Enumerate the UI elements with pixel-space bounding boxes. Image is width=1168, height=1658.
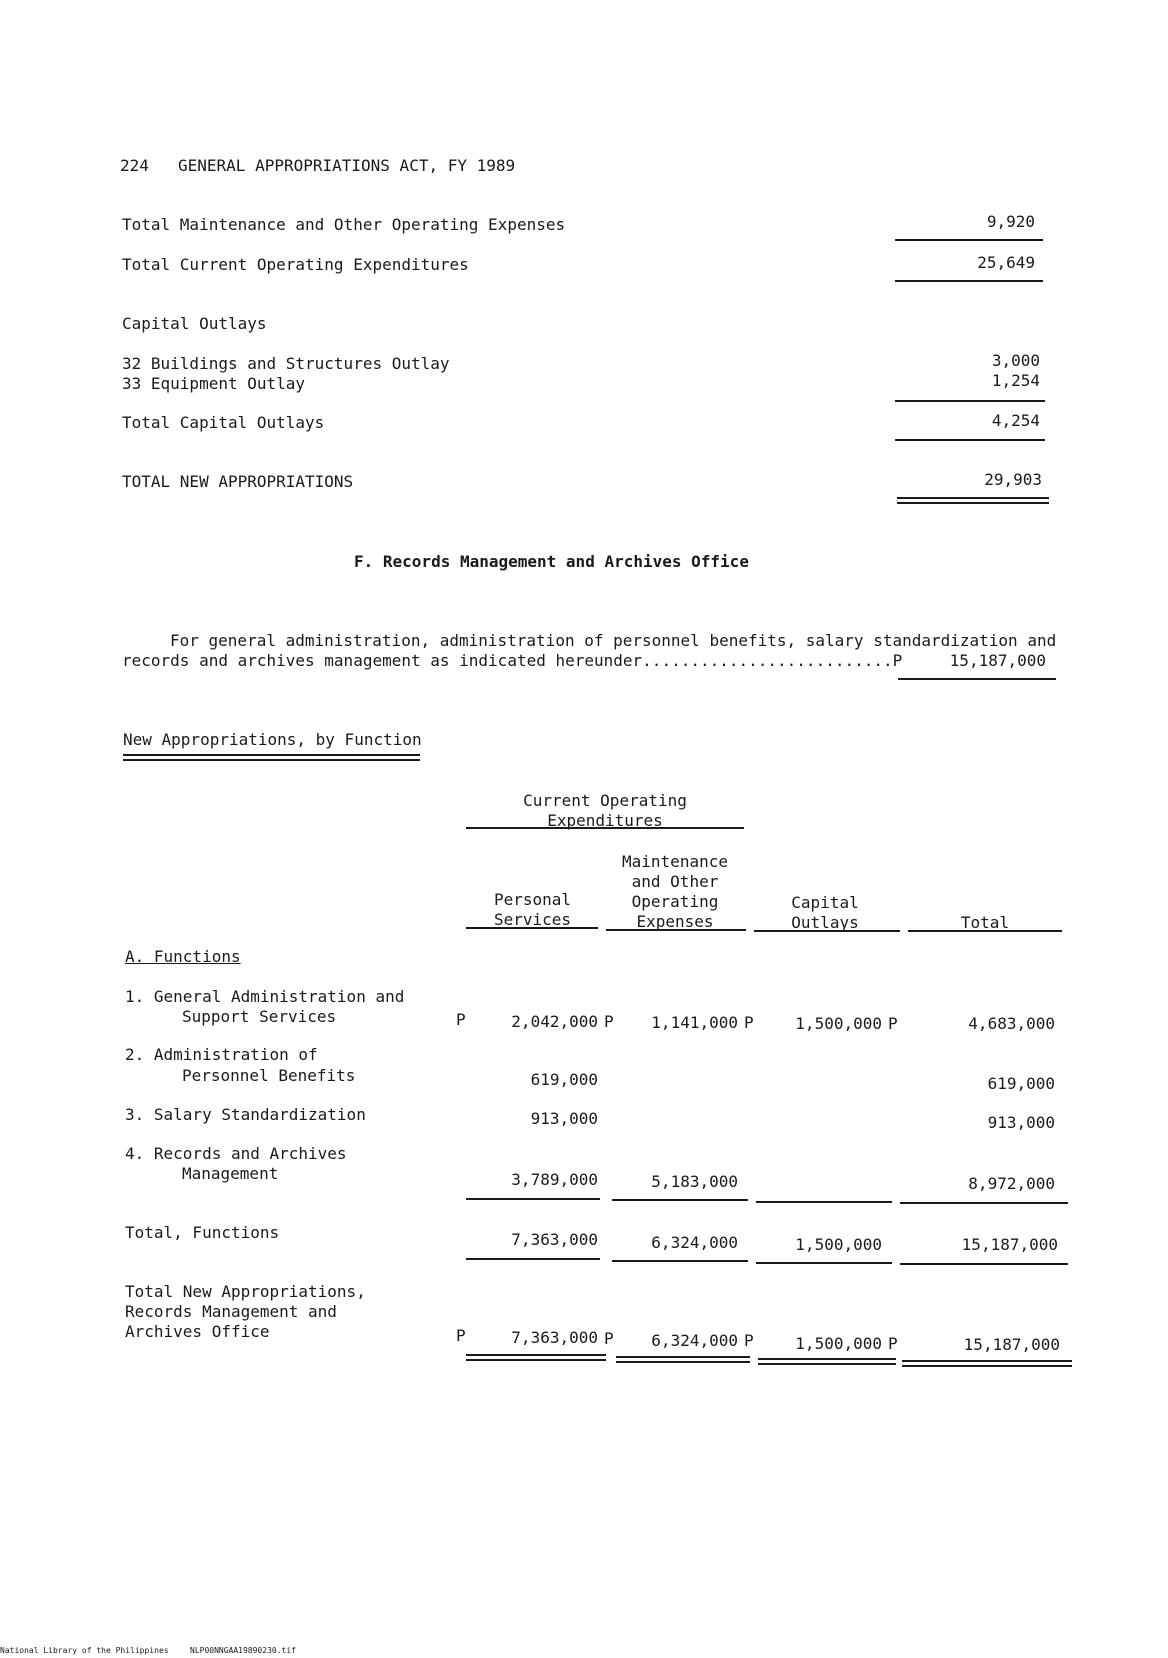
total-capital-label: Total Capital Outlays	[122, 413, 325, 432]
section-paragraph-line2: records and archives management as indicated hereunder..........................P	[122, 651, 903, 670]
double-divider	[466, 1354, 606, 1361]
row-label-line1: 2. Administration of	[125, 1045, 318, 1064]
footer-library: National Library of the Philippines	[0, 1646, 169, 1655]
divider	[900, 1263, 1068, 1265]
currency-symbol: P	[456, 1326, 466, 1345]
row-ps: 2,042,000	[511, 1012, 598, 1031]
currency-symbol: P	[604, 1329, 614, 1348]
grand-total-label-line2: Records Management and	[125, 1302, 337, 1321]
divider	[612, 1199, 748, 1201]
divider	[898, 678, 1056, 680]
currency-symbol: P	[888, 1334, 898, 1353]
col-header-mooe-line4: Expenses	[636, 912, 714, 931]
double-divider	[902, 1360, 1072, 1367]
divider	[908, 930, 1062, 932]
divider	[756, 1201, 892, 1203]
group-header-line2: Expenditures	[547, 811, 663, 830]
total-coe-value: 25,649	[977, 253, 1035, 272]
double-divider	[123, 754, 420, 761]
divider	[895, 239, 1043, 241]
total-mooe-label: Total Maintenance and Other Operating Expenses	[122, 215, 566, 234]
total-mooe-value: 9,920	[986, 212, 1035, 231]
row-total: 8,972,000	[968, 1174, 1055, 1193]
double-divider	[897, 497, 1049, 504]
row-label-line2: Personnel Benefits	[182, 1066, 356, 1085]
row-label-line1: 3. Salary Standardization	[125, 1105, 366, 1124]
total-capital-value: 4,254	[991, 411, 1040, 430]
row-label-line1: 1. General Administration and	[125, 987, 405, 1006]
section-amount: 15,187,000	[949, 651, 1046, 670]
total-new-appropriations-value: 29,903	[984, 470, 1042, 489]
divider	[754, 930, 900, 932]
col-header-ps-line1: Personal	[493, 890, 572, 909]
col-header-mooe-line1: Maintenance	[622, 852, 728, 871]
functions-heading: A. Functions	[125, 947, 241, 966]
grand-total-mooe: 6,324,000	[651, 1331, 738, 1350]
currency-symbol: P	[744, 1331, 754, 1350]
col-header-mooe-line3: Operating	[631, 892, 719, 911]
new-appropriations-heading: New Appropriations, by Function	[123, 730, 422, 749]
row-total: 4,683,000	[968, 1014, 1055, 1033]
col-header-co-line1: Capital	[791, 893, 859, 912]
grand-total-label-line3: Archives Office	[125, 1322, 270, 1341]
page-header-title: GENERAL APPROPRIATIONS ACT, FY 1989	[178, 156, 516, 175]
row-label-line2: Management	[182, 1164, 279, 1183]
row-co: 1,500,000	[795, 1014, 882, 1033]
grand-total-total: 15,187,000	[963, 1335, 1060, 1354]
section-paragraph-line1: For general administration, administration of personnel benefits, salary standardization and	[170, 631, 1057, 650]
section-title: F. Records Management and Archives Office	[354, 552, 749, 571]
grand-total-co: 1,500,000	[795, 1334, 882, 1353]
divider	[466, 1198, 600, 1200]
row-label-line1: 4. Records and Archives	[125, 1144, 347, 1163]
divider	[895, 280, 1043, 282]
col-header-ps-line2: Services	[493, 910, 572, 929]
col-header-mooe-line2: and Other	[631, 872, 719, 891]
footer-file: NLP00NNGAA19890230.tif	[190, 1646, 296, 1655]
currency-symbol: P	[744, 1013, 754, 1032]
row-ps: 3,789,000	[511, 1170, 598, 1189]
total-new-appropriations-label: TOTAL NEW APPROPRIATIONS	[122, 472, 354, 491]
row-mooe: 1,141,000	[651, 1013, 738, 1032]
grand-total-ps: 7,363,000	[511, 1328, 598, 1347]
capital-outlays-heading: Capital Outlays	[122, 314, 267, 333]
divider	[895, 400, 1045, 402]
page-number: 224	[120, 156, 149, 175]
divider	[606, 929, 746, 931]
double-divider	[616, 1356, 750, 1363]
divider	[756, 1262, 892, 1264]
divider	[466, 827, 744, 829]
divider	[612, 1260, 748, 1262]
equipment-outlay-label: 33 Equipment Outlay	[122, 374, 306, 393]
divider	[895, 439, 1045, 441]
col-header-total: Total	[960, 913, 1010, 932]
row-total: 619,000	[987, 1074, 1055, 1093]
buildings-outlay-value: 3,000	[991, 351, 1040, 370]
group-header: Current Operating	[523, 791, 687, 810]
buildings-outlay-label: 32 Buildings and Structures Outlay	[122, 354, 450, 373]
currency-symbol: P	[604, 1012, 614, 1031]
total-functions-co: 1,500,000	[795, 1235, 882, 1254]
row-label-line2: Support Services	[182, 1007, 337, 1026]
currency-symbol: P	[888, 1014, 898, 1033]
row-ps: 619,000	[530, 1070, 598, 1089]
row-ps: 913,000	[530, 1109, 598, 1128]
divider	[900, 1202, 1068, 1204]
divider	[466, 927, 598, 929]
total-functions-mooe: 6,324,000	[651, 1233, 738, 1252]
double-divider	[758, 1358, 896, 1365]
grand-total-label-line1: Total New Appropriations,	[125, 1282, 366, 1301]
row-mooe: 5,183,000	[651, 1172, 738, 1191]
total-functions-ps: 7,363,000	[511, 1230, 598, 1249]
currency-symbol: P	[456, 1010, 466, 1029]
divider	[466, 1258, 600, 1260]
total-functions-total: 15,187,000	[961, 1235, 1058, 1254]
total-coe-label: Total Current Operating Expenditures	[122, 255, 469, 274]
row-total: 913,000	[987, 1113, 1055, 1132]
equipment-outlay-value: 1,254	[991, 371, 1040, 390]
col-header-co-line2: Outlays	[791, 913, 859, 932]
total-functions-label: Total, Functions	[125, 1223, 280, 1242]
